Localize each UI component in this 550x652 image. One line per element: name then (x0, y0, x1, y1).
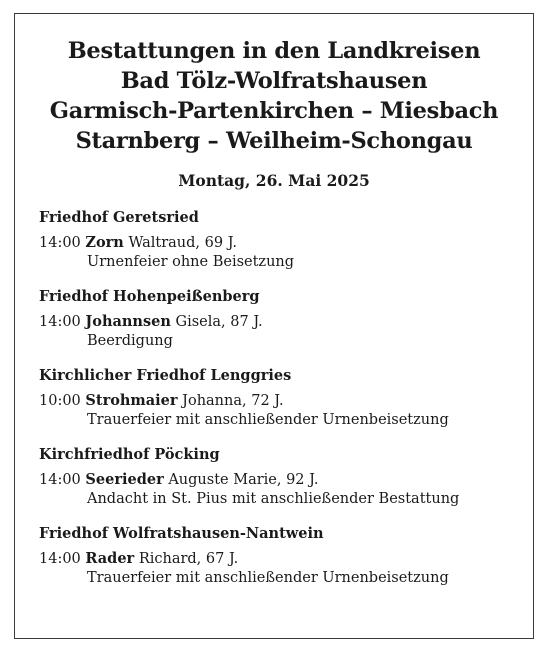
cemetery-section (39, 208, 533, 272)
ceremony-detail: Beerdigung (87, 333, 173, 349)
cemetery-section (39, 524, 533, 588)
deceased-surname: Strohmaier (85, 392, 178, 409)
cemetery-name: Kirchlicher Friedhof Lenggries (39, 367, 292, 384)
deceased-surname: Zorn (85, 234, 124, 251)
cemetery-section (39, 445, 533, 509)
funeral-time: 10:00 (39, 393, 81, 409)
cemetery-name: Friedhof Hohenpeißenberg (39, 288, 260, 305)
funeral-entry (39, 233, 533, 253)
deceased-details: Richard, 67 J. (138, 551, 239, 567)
title-line-1: Bestattungen in den Landkreisen (67, 38, 481, 64)
funeral-entry (39, 312, 533, 332)
ceremony-detail: Trauerfeier mit anschließender Urnenbeisetzung (87, 570, 449, 586)
title-line-4: Starnberg – Weilheim-Schongau (75, 128, 473, 154)
notice-frame (14, 13, 534, 639)
title-line-3: Garmisch-Partenkirchen – Miesbach (49, 98, 499, 124)
deceased-details: Johanna, 72 J. (182, 393, 284, 409)
deceased-surname: Rader (85, 550, 135, 567)
funeral-time: 14:00 (39, 314, 81, 330)
funeral-time: 14:00 (39, 472, 81, 488)
cemetery-name: Friedhof Geretsried (39, 209, 199, 226)
cemetery-section (39, 287, 533, 351)
deceased-surname: Seerieder (85, 471, 164, 488)
cemetery-name: Friedhof Wolfratshausen-Nantwein (39, 525, 324, 542)
cemetery-name: Kirchfriedhof Pöcking (39, 446, 220, 463)
notice-header (15, 36, 533, 191)
funeral-entry (39, 391, 533, 411)
deceased-details: Waltraud, 69 J. (128, 235, 237, 251)
ceremony-detail: Urnenfeier ohne Beisetzung (87, 254, 295, 270)
title-line-2: Bad Tölz-Wolfratshausen (120, 68, 428, 94)
funeral-time: 14:00 (39, 235, 81, 251)
deceased-details: Gisela, 87 J. (175, 314, 263, 330)
ceremony-detail: Trauerfeier mit anschließender Urnenbeisetzung (87, 412, 449, 428)
deceased-surname: Johannsen (85, 313, 171, 330)
notice-date: Montag, 26. Mai 2025 (178, 171, 370, 190)
cemetery-section (39, 366, 533, 430)
funeral-entry (39, 470, 533, 490)
deceased-details: Auguste Marie, 92 J. (168, 472, 319, 488)
ceremony-detail: Andacht in St. Pius mit anschließender Bestattung (87, 491, 460, 507)
funeral-list (15, 208, 533, 588)
funeral-time: 14:00 (39, 551, 81, 567)
funeral-entry (39, 549, 533, 569)
